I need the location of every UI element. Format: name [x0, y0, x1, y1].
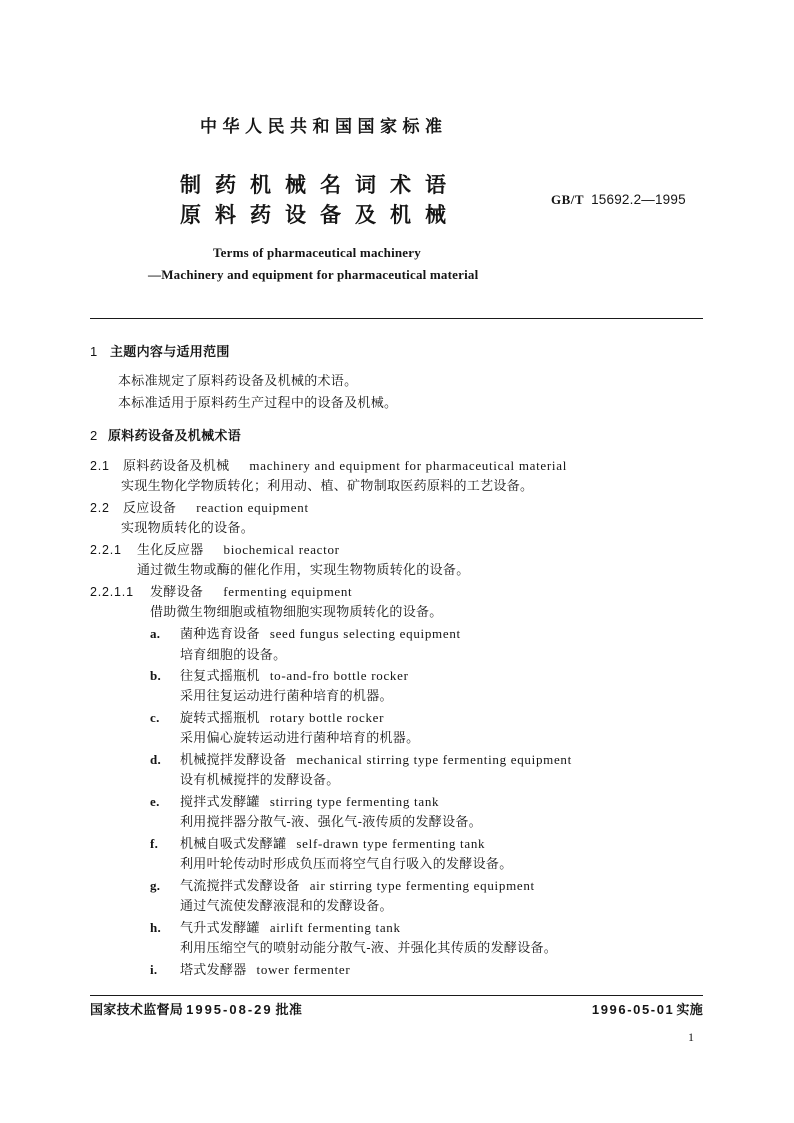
term-en: mechanical stirring type fermenting equipment	[296, 752, 572, 767]
term-zh: 机械搅拌发酵设备	[180, 753, 287, 768]
fermenting-item	[150, 962, 350, 979]
term-en: seed fungus selecting equipment	[269, 626, 461, 641]
term-en: machinery and equipment for pharmaceutical material	[249, 458, 568, 473]
term-definition: 借助微生物细胞或植物细胞实现物质转化的设备。	[150, 605, 443, 620]
fermenting-item	[150, 878, 535, 895]
term-en: stirring type fermenting tank	[269, 794, 440, 809]
item-definition: 采用偏心旋转运动进行菌种培育的机器。	[180, 731, 420, 746]
term-definition: 实现物质转化的设备。	[121, 521, 255, 536]
section-number: 1	[90, 344, 98, 359]
fermenting-item	[150, 626, 461, 643]
standard-category: 中华人民共和国国家标准	[200, 117, 448, 137]
term-en: air stirring type fermenting equipment	[309, 878, 535, 893]
standard-number: 15692.2—1995	[591, 192, 686, 207]
term-number: 2.1	[90, 459, 110, 473]
item-definition: 设有机械搅拌的发酵设备。	[180, 773, 340, 788]
title-en-line-1: Terms of pharmaceutical machinery	[213, 245, 421, 260]
fermenting-item	[150, 710, 384, 727]
term-zh: 生化反应器	[137, 543, 204, 558]
section-title: 原料药设备及机械术语	[108, 429, 242, 444]
item-definition: 利用搅拌器分散气-液、强化气-液传质的发酵设备。	[180, 815, 482, 830]
standard-code	[551, 192, 686, 208]
item-definition: 采用往复运动进行菌种培育的机器。	[180, 689, 393, 704]
item-label: b.	[150, 668, 162, 683]
term-zh: 气升式发酵罐	[180, 921, 260, 936]
section-1-heading	[90, 344, 230, 361]
fermenting-item	[150, 836, 485, 853]
term-zh: 往复式摇瓶机	[180, 669, 260, 684]
implementation-info	[592, 1002, 703, 1019]
term-zh: 旋转式摇瓶机	[180, 711, 260, 726]
item-label: c.	[150, 710, 160, 725]
term-en: biochemical reactor	[223, 542, 340, 557]
term-entry	[90, 500, 309, 517]
item-label: g.	[150, 878, 161, 893]
term-en: reaction equipment	[196, 500, 309, 515]
term-zh: 反应设备	[123, 501, 177, 516]
term-number: 2.2.1	[90, 543, 122, 557]
term-number: 2.2	[90, 501, 110, 515]
header-divider	[90, 318, 703, 319]
term-zh: 菌种选育设备	[180, 627, 260, 642]
page-number: 1	[688, 1030, 695, 1044]
term-en: fermenting equipment	[223, 584, 353, 599]
term-zh: 原料药设备及机械	[123, 459, 230, 474]
term-zh: 搅拌式发酵罐	[180, 795, 260, 810]
term-definition: 实现生物化学物质转化；利用动、植、矿物制取医药原料的工艺设备。	[121, 479, 534, 494]
term-entry	[90, 458, 567, 475]
item-label: f.	[150, 836, 159, 851]
fermenting-item	[150, 920, 401, 937]
standard-prefix: GB/T	[551, 192, 585, 207]
fermenting-item	[150, 794, 439, 811]
approval-info	[90, 1002, 302, 1019]
item-label: h.	[150, 920, 162, 935]
term-entry	[90, 542, 340, 559]
fermenting-item	[150, 668, 409, 685]
item-label: d.	[150, 752, 162, 767]
section-number: 2	[90, 428, 98, 443]
term-en: rotary bottle rocker	[269, 710, 385, 725]
item-definition: 通过气流使发酵液混和的发酵设备。	[180, 899, 393, 914]
item-label: i.	[150, 962, 158, 977]
term-en: tower fermenter	[256, 962, 351, 977]
item-label: e.	[150, 794, 160, 809]
item-definition: 利用压缩空气的喷射动能分散气-液、并强化其传质的发酵设备。	[180, 941, 558, 956]
section-2-heading	[90, 428, 241, 445]
term-zh: 塔式发酵器	[180, 963, 247, 978]
title-en-line-2: —Machinery and equipment for pharmaceutical material	[148, 267, 479, 282]
term-en: airlift fermenting tank	[269, 920, 401, 935]
section-title: 主题内容与适用范围	[110, 345, 230, 360]
footer-divider	[90, 995, 703, 996]
title-zh-line-2: 原料药设备及机械	[180, 203, 460, 227]
term-definition: 通过微生物或酶的催化作用，实现生物物质转化的设备。	[137, 563, 470, 578]
implementation-label: 实施	[676, 1003, 703, 1018]
item-definition: 利用叶轮传动时形成负压而将空气自行吸入的发酵设备。	[180, 857, 513, 872]
term-number: 2.2.1.1	[90, 585, 134, 599]
paragraph: 本标准规定了原料药设备及机械的术语。	[118, 374, 358, 389]
implementation-date: 1996-05-01	[591, 1002, 675, 1017]
paragraph: 本标准适用于原料药生产过程中的设备及机械。	[118, 396, 398, 411]
term-zh: 发酵设备	[150, 585, 204, 600]
approval-authority: 国家技术监督局	[90, 1003, 184, 1018]
title-zh-line-1: 制药机械名词术语	[180, 173, 460, 197]
item-definition: 培育细胞的设备。	[180, 648, 287, 663]
term-en: self-drawn type fermenting tank	[296, 836, 486, 851]
item-label: a.	[150, 626, 161, 641]
approval-label: 批准	[275, 1003, 303, 1018]
term-en: to-and-fro bottle rocker	[269, 668, 409, 683]
term-zh: 气流搅拌式发酵设备	[180, 879, 300, 894]
fermenting-item	[150, 752, 572, 769]
term-zh: 机械自吸式发酵罐	[180, 837, 287, 852]
term-entry	[90, 584, 352, 601]
approval-date: 1995-08-29	[186, 1002, 273, 1017]
